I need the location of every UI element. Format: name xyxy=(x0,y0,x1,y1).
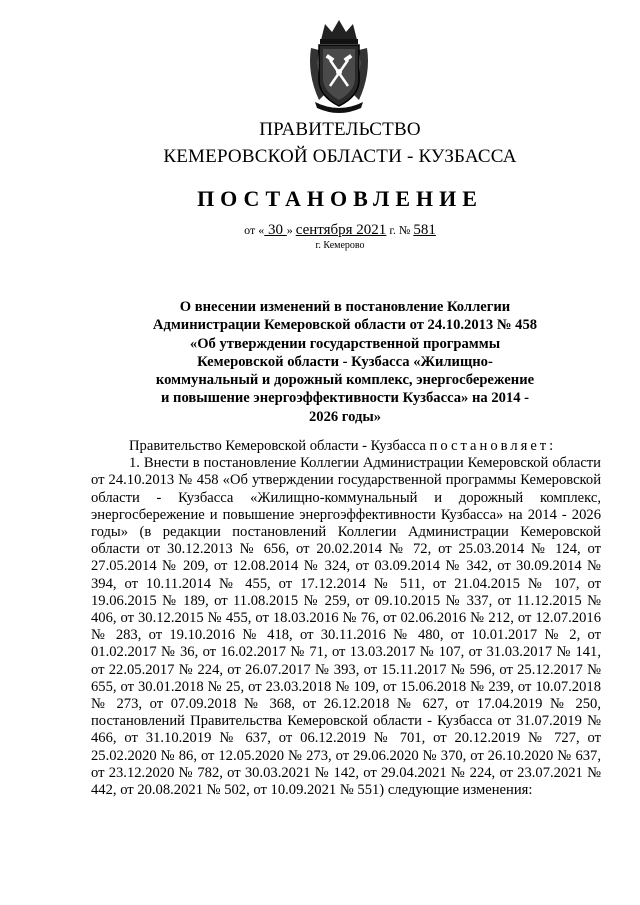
date-day: 30 xyxy=(264,222,287,238)
document-body xyxy=(91,438,601,799)
document-title: ПОСТАНОВЛЕНИЕ xyxy=(197,186,483,211)
date-prefix: от « xyxy=(244,223,265,237)
date-year-suffix: г. № xyxy=(386,223,414,237)
intro-verb: постановляет: xyxy=(429,438,557,454)
kuzbass-coat-of-arms-icon xyxy=(303,14,375,114)
government-name-line1: ПРАВИТЕЛЬСТВО xyxy=(259,119,421,140)
intro-paragraph xyxy=(91,438,601,455)
date-mid: » xyxy=(286,223,296,237)
paragraph-1: 1. Внести в постановление Коллегии Администрации Кемеровской области от 24.10.2013 № 458 «Об утверждении государственной программы Кемеровской области - Кузбасса «Жилищно-коммунальный и дорожный комплекс, энергосбережение и повышение энергоэффективности Кузбасса» на 2014 - 2026 годы» (в редакции постановлений Коллегии Администрации Кемеровской области от 30.12.2013 № 656, от 20.02.2014 № 72, от 25.03.2014 № 124, от 27.05.2014 № 209, от 12.08.2014 № 324, от 03.09.2014 № 342, от 30.09.2014 № 394, от 10.11.2014 № 455, от 17.12.2014 № 511, от 21.04.2015 № 107, от 19.06.2015 № 189, от 11.08.2015 № 259, от 09.10.2015 № 337, от 11.12.2015 № 406, от 30.12.2015 № 455, от 18.03.2016 № 76, от 02.06.2016 № 212, от 12.07.2016 № 283, от 19.10.2016 № 418, от 30.11.2016 № 480, от 10.01.2017 № 2, от 01.02.2017 № 36, от 16.02.2017 № 71, от 13.03.2017 № 107, от 31.03.2017 № 141, от 22.05.2017 № 224, от 26.07.2017 № 393, от 15.11.2017 № 596, от 25.12.2017 № 655, от 30.01.2018 № 25, от 23.03.2018 № 109, от 15.06.2018 № 239, от 10.07.2018 № 273, от 07.09.2018 № 368, от 26.12.2018 № 627, от 17.04.2019 № 250, постановлений Правительства Кемеровской области - Кузбасса от 31.07.2019 № 466, от 31.10.2019 № 637, от 06.12.2019 № 701, от 20.12.2019 № 727, от 25.02.2020 № 86, от 12.05.2020 № 273, от 29.06.2020 № 370, от 26.10.2020 № 637, от 23.12.2020 № 782, от 30.03.2021 № 142, от 29.04.2021 № 224, от 23.07.2021 № 442, от 20.08.2021 № 502, от 10.09.2021 № 551) следующие изменения: xyxy=(91,455,601,799)
intro-text: Правительство Кемеровской области - Кузбасса xyxy=(129,438,430,454)
government-name-line2: КЕМЕРОВСКОЙ ОБЛАСТИ - КУЗБАССА xyxy=(163,146,517,167)
date-month-year: сентября 2021 xyxy=(295,222,387,238)
document-number: 581 xyxy=(413,222,436,238)
date-line xyxy=(0,222,640,239)
document-subject: О внесении изменений в постановление Коллегии Администрации Кемеровской области от 24.10.2013 № 458 «Об утверждении государственной программы Кемеровской области - Кузбасса «Жилищно-коммунальный и дорожный комплекс, энергосбережение и повышение энергоэффективности Кузбасса» на 2014 - 2026 годы» xyxy=(152,299,538,425)
city-name: г. Кемерово xyxy=(315,240,365,251)
